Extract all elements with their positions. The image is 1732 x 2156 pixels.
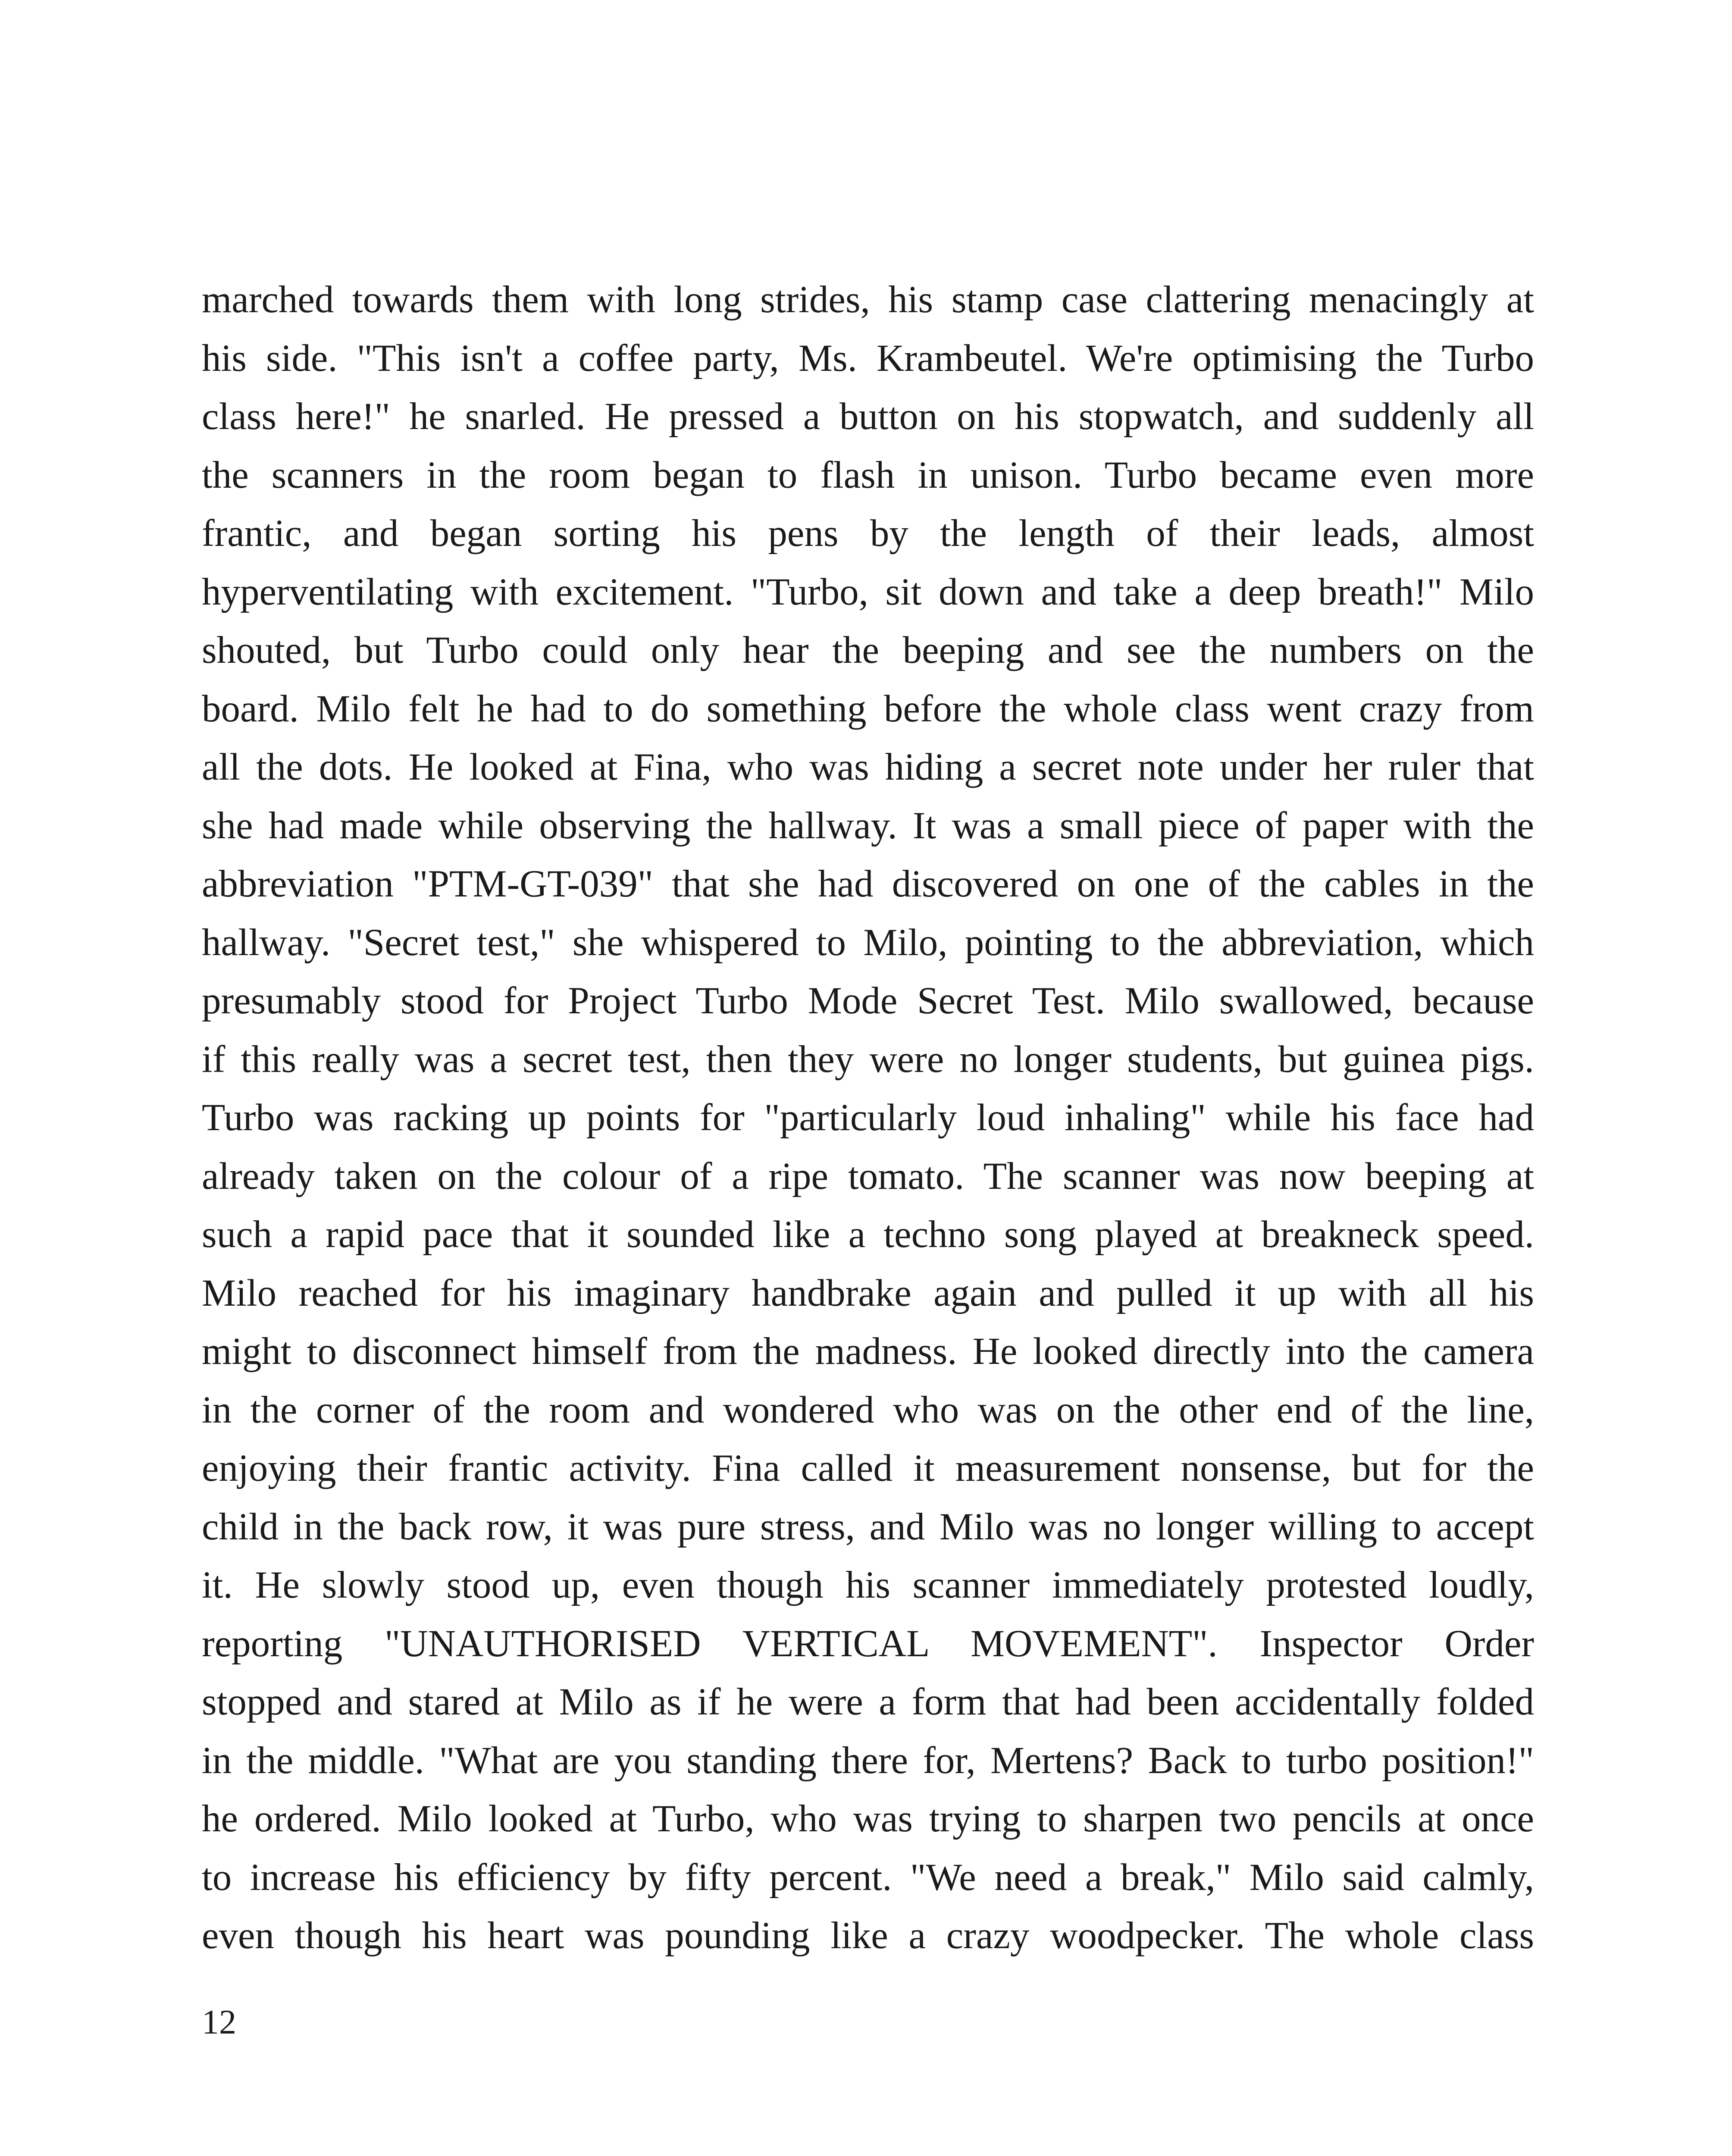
text-line: in the corner of the room and wondered who was on the other end of the line, <box>202 1388 1534 1431</box>
text-line: such a rapid pace that it sounded like a techno song played at breakneck speed. <box>202 1213 1534 1256</box>
text-line: even though his heart was pounding like a crazy woodpecker. The whole class <box>202 1915 1534 1957</box>
text-line: board. Milo felt he had to do something before the whole class went crazy from <box>202 687 1534 730</box>
text-line: abbreviation "PTM-GT-039" that she had discovered on one of the cables in the <box>202 863 1534 905</box>
text-line: she had made while observing the hallway. It was a small piece of paper with the <box>202 804 1534 847</box>
text-line: in the middle. "What are you standing there for, Mertens? Back to turbo position!" <box>202 1739 1534 1782</box>
text-line: frantic, and began sorting his pens by the length of their leads, almost <box>202 512 1534 555</box>
text-line: might to disconnect himself from the madness. He looked directly into the camera <box>202 1330 1534 1373</box>
text-line: child in the back row, it was pure stress, and Milo was no longer willing to accept <box>202 1505 1534 1548</box>
text-line: shouted, but Turbo could only hear the beeping and see the numbers on the <box>202 629 1534 671</box>
text-line: hyperventilating with excitement. "Turbo, sit down and take a deep breath!" Milo <box>202 570 1534 613</box>
text-line: to increase his efficiency by fifty percent. "We need a break," Milo said calmly, <box>202 1856 1534 1899</box>
text-line: reporting "UNAUTHORISED VERTICAL MOVEMENT". Inspector Order <box>202 1622 1534 1665</box>
text-line: all the dots. He looked at Fina, who was hiding a secret note under her ruler that <box>202 746 1534 788</box>
text-line: his side. "This isn't a coffee party, Ms. Krambeutel. We're optimising the Turbo <box>202 337 1534 379</box>
text-line: if this really was a secret test, then they were no longer students, but guinea pigs. <box>202 1038 1534 1081</box>
text-line: the scanners in the room began to flash in unison. Turbo became even more <box>202 454 1534 496</box>
text-line: he ordered. Milo looked at Turbo, who was trying to sharpen two pencils at once <box>202 1798 1534 1840</box>
text-line: already taken on the colour of a ripe tomato. The scanner was now beeping at <box>202 1155 1534 1197</box>
text-line: presumably stood for Project Turbo Mode Secret Test. Milo swallowed, because <box>202 980 1534 1022</box>
body-text <box>202 271 1534 1965</box>
text-line: class here!" he snarled. He pressed a button on his stopwatch, and suddenly all <box>202 395 1534 438</box>
text-line: Turbo was racking up points for "particularly loud inhaling" while his face had <box>202 1097 1534 1139</box>
text-line: stopped and stared at Milo as if he were a form that had been accidentally folded <box>202 1681 1534 1723</box>
text-line: marched towards them with long strides, his stamp case clattering menacingly at <box>202 279 1534 321</box>
text-line: hallway. "Secret test," she whispered to Milo, pointing to the abbreviation, which <box>202 921 1534 964</box>
text-line: enjoying their frantic activity. Fina called it measurement nonsense, but for the <box>202 1447 1534 1489</box>
page-number: 12 <box>202 2003 236 2041</box>
text-line: it. He slowly stood up, even though his scanner immediately protested loudly, <box>202 1564 1534 1606</box>
text-line: Milo reached for his imaginary handbrake again and pulled it up with all his <box>202 1272 1534 1314</box>
